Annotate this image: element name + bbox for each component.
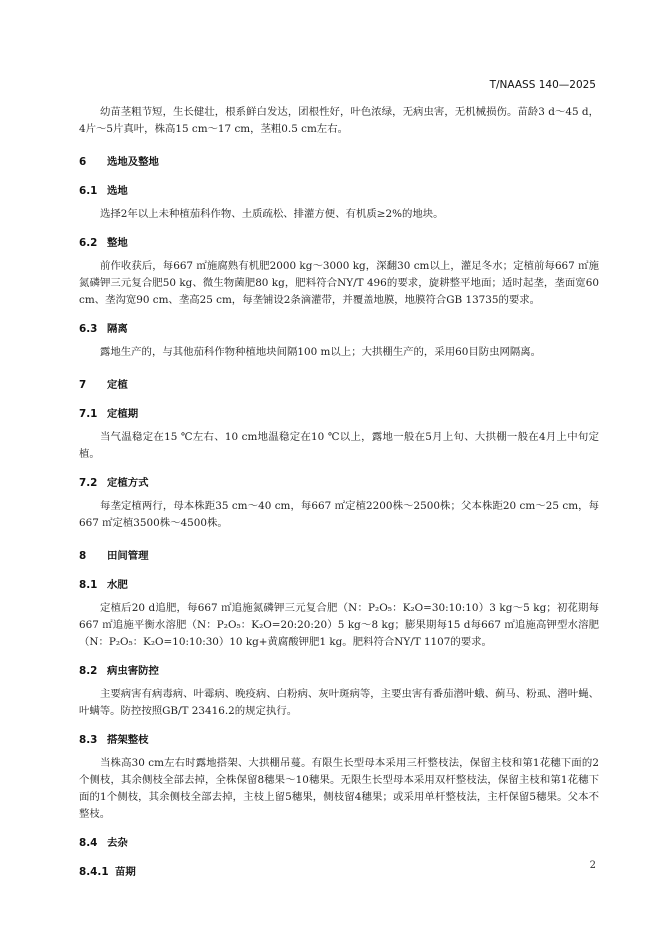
heading-number: 8.4 [79,837,98,849]
heading-title: 隔离 [107,323,128,335]
heading-section-6-2 [79,235,599,252]
heading-title: 水肥 [107,579,128,591]
heading-section-7-1 [79,406,599,423]
paragraph-land-preparation: 前作收获后，每667 ㎡施腐熟有机肥2000 kg～3000 kg，深翻30 cm以上，灌足冬水；定植前每667 ㎡施氮磷钾三元复合肥50 kg、微生物菌肥80 kg，肥料符合NY/T 496的要求，旋耕整平地面；适时起垄，垄面宽60 cm、垄沟宽90 cm、垄高25 cm，每垄铺设2条滴灌带，并覆盖地膜，地膜符合GB 13735的要求。 [79,260,599,306]
heading-number: 6 [79,156,87,168]
heading-title: 搭架整枝 [107,734,149,746]
document-code: T/NAASS 140—2025 [489,79,596,91]
heading-title: 选地 [107,185,128,197]
paragraph-seedling-description: 幼苗茎粗节短，生长健壮，根系鲜白发达，团根性好，叶色浓绿，无病虫害，无机械损伤。苗龄3 d～45 d，4片～5片真叶，株高15 cm～17 cm，茎粗0.5 cm左右。 [79,106,599,135]
heading-number: 7 [79,379,87,391]
heading-section-8-4 [79,835,599,852]
heading-section-6 [79,154,599,171]
paragraph-planting-method: 每垄定植两行，母本株距35 cm～40 cm，每667 ㎡定植2200株～2500株；父本株距20 cm～25 cm，每667 ㎡定植3500株～4500株。 [79,500,599,529]
paragraph-water-fertilizer: 定植后20 d追肥，每667 ㎡追施氮磷钾三元复合肥（N：P₂O₅：K₂O=30:10:10）3 kg～5 kg；初花期每667 ㎡追施平衡水溶肥（N：P₂O₅：K₂O=20:20:20）5 kg～8 kg；膨果期每15 d每667 ㎡追施高钾型水溶肥（N：P₂O₅：K₂O=10:10:30）10 kg+黄腐酸钾肥1 kg。肥料符合NY/T 1107的要求。 [79,602,599,648]
heading-number: 6.1 [79,185,98,197]
heading-number: 8.4.1 [79,866,109,878]
heading-section-8-3 [79,732,599,749]
heading-title: 定植 [107,379,128,391]
heading-title: 去杂 [107,837,128,849]
heading-section-8-4-1 [79,864,599,881]
heading-title: 苗期 [115,866,136,878]
paragraph-pruning: 当株高30 cm左右时露地搭架、大拱棚吊蔓。有限生长型母本采用三杆整枝法，保留主枝和第1花穗下面的2个侧枝，其余侧枝全部去掉，全株保留8穗果～10穗果。无限生长型母本采用双杆整枝法，保留主枝和第1花穗下面的1个侧枝，其余侧枝全部去掉，主枝上留5穗果，侧枝留4穗果；或采用单杆整枝法，主杆保留5穗果。父本不整枝。 [79,757,599,820]
heading-title: 病虫害防控 [107,665,159,677]
page-content [79,104,599,887]
heading-title: 整地 [107,237,128,249]
heading-number: 8.1 [79,579,98,591]
heading-number: 6.2 [79,237,98,249]
paragraph-pest-control: 主要病害有病毒病、叶霉病、晚疫病、白粉病、灰叶斑病等，主要虫害有番茄潜叶蛾、蓟马、粉虱、潜叶蝇、叶螨等。防控按照GB/T 23416.2的规定执行。 [79,688,599,717]
heading-number: 7.2 [79,477,98,489]
heading-number: 8.3 [79,734,98,746]
heading-number: 8.2 [79,665,98,677]
heading-number: 6.3 [79,323,98,335]
heading-title: 定植方式 [107,477,149,489]
heading-title: 定植期 [107,408,139,420]
heading-section-8-2 [79,663,599,680]
heading-section-8-1 [79,577,599,594]
paragraph-planting-time: 当气温稳定在15 ℃左右、10 cm地温稳定在10 ℃以上，露地一般在5月上旬、大拱棚一般在4月上中旬定植。 [79,431,599,460]
heading-section-6-1 [79,183,599,200]
page-number: 2 [589,860,596,871]
paragraph-site-selection: 选择2年以上未种植茄科作物、土质疏松、排灌方便、有机质≥2%的地块。 [100,208,444,220]
heading-title: 田间管理 [107,550,149,562]
heading-number: 7.1 [79,408,98,420]
heading-number: 8 [79,550,87,562]
paragraph-isolation: 露地生产的，与其他茄科作物种植地块间隔100 m以上；大拱棚生产的，采用60目防虫网隔离。 [100,346,542,358]
heading-section-8 [79,548,599,565]
heading-section-6-3 [79,321,599,338]
heading-section-7-2 [79,475,599,492]
heading-title: 选地及整地 [107,156,159,168]
heading-section-7 [79,377,599,394]
